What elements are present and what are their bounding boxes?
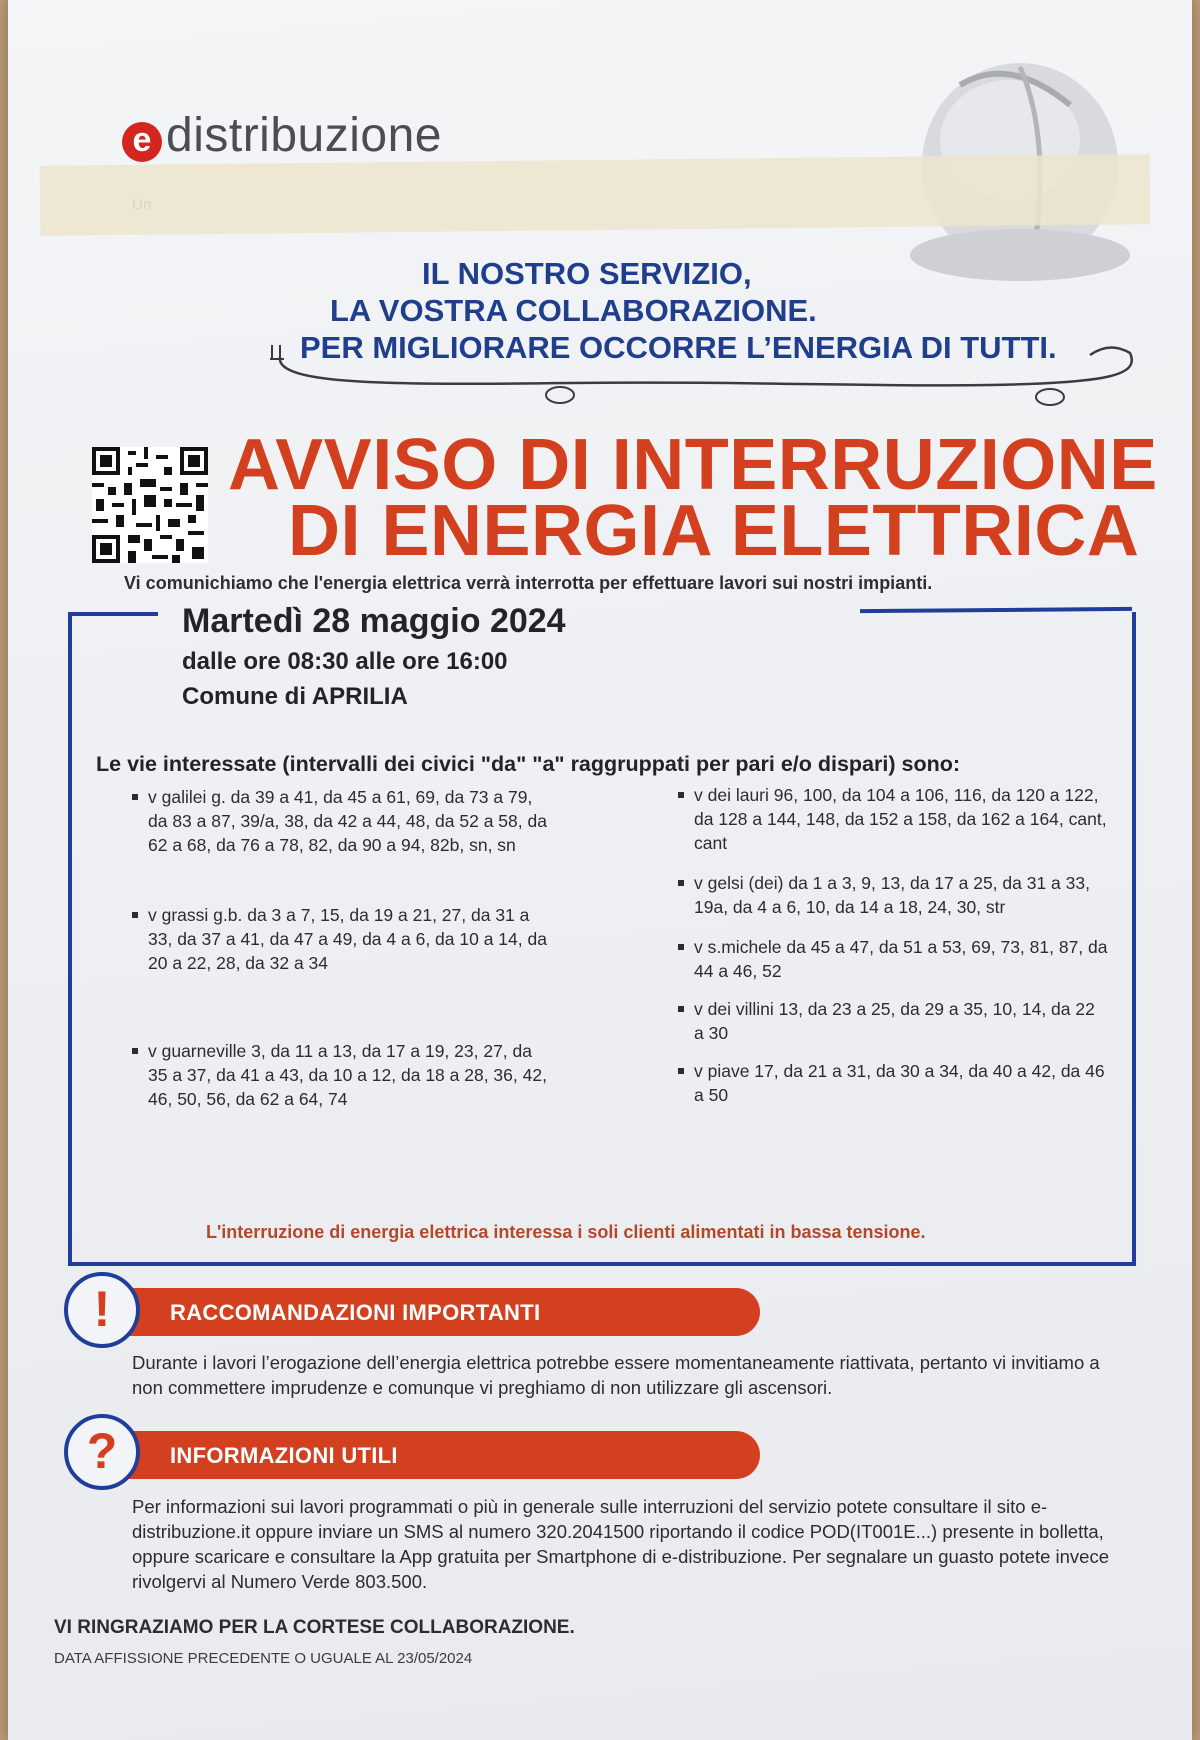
logo-e-mark: e xyxy=(122,122,162,162)
street-item: v gelsi (dei) da 1 a 3, 9, 13, da 17 a 25, da 31 a 33, 19a, da 4 a 6, 10, da 14 a 18, 24, 30, str xyxy=(678,871,1108,919)
streets-list-left xyxy=(132,785,552,1111)
street-item: v grassi g.b. da 3 a 7, 15, da 19 a 21, 27, da 31 a 33, da 37 a 41, da 47 a 49, da 4 a 6, da 10 a 14, da 20 a 22, 28, da 32 a 34 xyxy=(132,903,552,975)
title-line-2: DI ENERGIA ELETTRICA xyxy=(288,491,1140,571)
street-item: v dei lauri 96, 100, da 104 a 106, 116, da 120 a 122, da 128 a 144, 148, da 152 a 158, da 162 a 164, cant, cant xyxy=(678,783,1108,855)
plug-wire-icon xyxy=(270,345,1150,415)
interruption-date: Martedì 28 maggio 2024 xyxy=(182,602,566,640)
title-line-1: AVVISO DI INTERRUZIONE xyxy=(228,425,1158,505)
thanks-line: VI RINGRAZIAMO PER LA CORTESE COLLABORAZIONE. xyxy=(54,1617,575,1638)
qr-code-icon xyxy=(92,447,208,563)
streets-heading: Le vie interessate (intervalli dei civici "da" "a" raggruppati per pari e/o dispari) sono: xyxy=(96,752,960,776)
recommendations-banner xyxy=(120,1288,760,1336)
info-banner xyxy=(120,1431,760,1479)
slogan-line-1: IL NOSTRO SERVIZIO, xyxy=(422,256,752,291)
intro-text: Vi comunichiamo che l'energia elettrica verrà interrotta per effettuare lavori sui nostri impianti. xyxy=(124,573,933,593)
exclamation-icon: ! xyxy=(64,1272,140,1348)
street-item: v s.michele da 45 a 47, da 51 a 53, 69, 73, 81, 87, da 44 a 46, 52 xyxy=(678,935,1108,983)
streets-list-right xyxy=(678,783,1108,1107)
street-item: v dei villini 13, da 23 a 25, da 29 a 35, 10, 14, da 22 a 30 xyxy=(678,997,1108,1045)
street-item: v galilei g. da 39 a 41, da 45 a 61, 69, da 73 a 79, da 83 a 87, 39/a, 38, da 42 a 44, 48, da 52 a 58, da 62 a 68, da 76 a 78, 82, da 90 a 94, 82b, sn, sn xyxy=(132,785,552,857)
street-item: v piave 17, da 21 a 31, da 30 a 34, da 40 a 42, da 46 a 50 xyxy=(678,1059,1108,1107)
e-distribuzione-logo xyxy=(122,108,442,163)
interruption-hours: dalle ore 08:30 alle ore 16:00 xyxy=(182,648,508,675)
low-voltage-note: L'interruzione di energia elettrica interessa i soli clienti alimentati in bassa tensione. xyxy=(206,1222,926,1242)
recommendations-heading: RACCOMANDAZIONI IMPORTANTI xyxy=(170,1300,541,1325)
frame-top-left-segment xyxy=(68,612,158,616)
slogan-line-2: LA VOSTRA COLLABORAZIONE. xyxy=(330,293,817,328)
slogan-line-3: PER MIGLIORARE OCCORRE L’ENERGIA DI TUTTI. xyxy=(300,330,1057,365)
notice-title xyxy=(228,425,1178,571)
recommendations-text: Durante i lavori l’erogazione dell’energia elettrica potrebbe essere momentaneamente riattivata, pertanto vi invitiamo a non commettere imprudenze e comunque vi preghiamo di non utilizzare gli ascensori. xyxy=(132,1352,1100,1398)
info-heading: INFORMAZIONI UTILI xyxy=(170,1443,398,1468)
municipality: Comune di APRILIA xyxy=(182,683,408,710)
adhesive-tape xyxy=(40,154,1151,236)
logo-wordmark: distribuzione xyxy=(166,109,442,162)
question-icon: ? xyxy=(64,1414,140,1490)
street-item: v guarneville 3, da 11 a 13, da 17 a 19, 23, 27, da 35 a 37, da 41 a 43, da 10 a 12, da 18 a 28, 36, 42, 46, 50, 56, da 62 a 64, 74 xyxy=(132,1039,552,1111)
posting-date: DATA AFFISSIONE PRECEDENTE O UGUALE AL 23/05/2024 xyxy=(54,1650,473,1667)
info-text: Per informazioni sui lavori programmati o più in generale sulle interruzioni del servizio potete consultare il sito e-distribuzione.it oppure inviare un SMS al numero 320.2041500 riportando il codice POD(IT001E...) presente in bolletta, oppure scaricare e consultare la App gratuita per Smartphone di e-distribuzione. Per segnalare un guasto potete invece rivolgervi al Numero Verde 803.500. xyxy=(132,1496,1109,1592)
